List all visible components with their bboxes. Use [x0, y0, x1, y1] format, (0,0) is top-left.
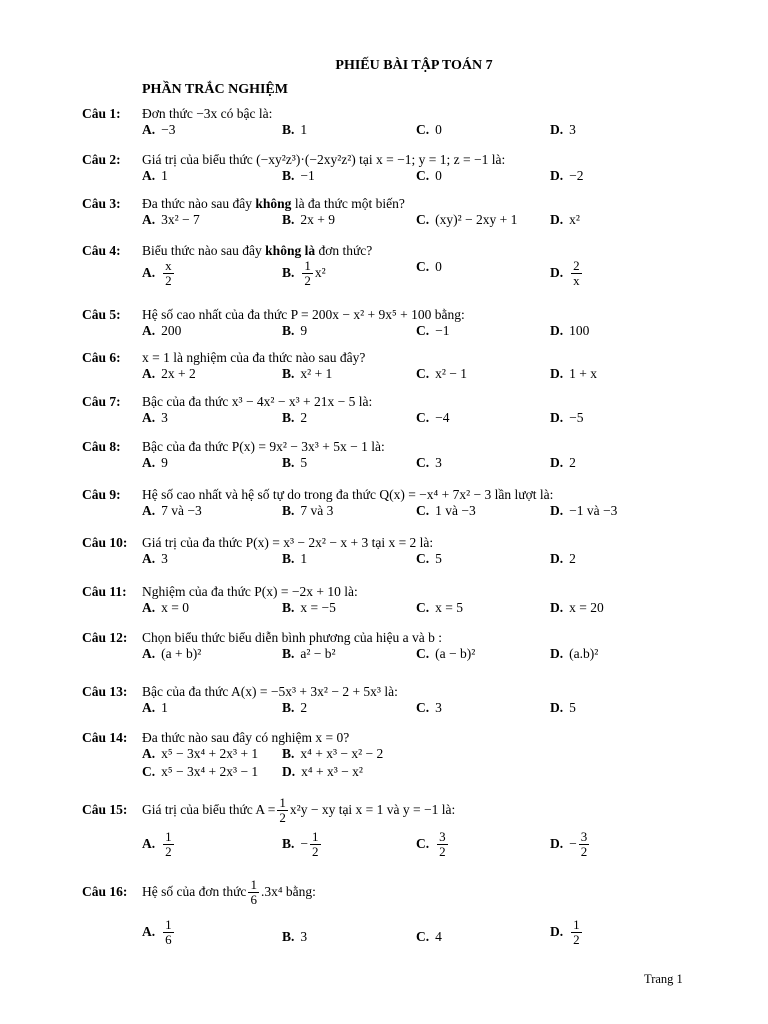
option-d: D. − $\frac{3}{2}$ — [550, 829, 588, 859]
question-label: Câu 5: — [82, 307, 121, 322]
option-b: B. 5 — [282, 455, 308, 470]
option-a: A. 3 — [142, 551, 168, 566]
question-text: Bậc của đa thức P(x) = 9x² − 3x³ + 5x − 1 là: — [142, 439, 385, 454]
option-d: D. −1 và −3 — [550, 503, 618, 518]
option-b: B. 2x + 9 — [282, 212, 336, 227]
question-4 — [82, 243, 722, 299]
fraction: $\frac{x}{2}$ — [165, 258, 172, 288]
option-d: D. $\frac{1}{2}$ — [550, 917, 580, 947]
question-label: Câu 10: — [82, 535, 128, 550]
option-c: C. −4 — [416, 410, 450, 425]
option-a: A. x⁵ − 3x⁴ + 2x³ + 1 — [142, 746, 259, 761]
option-d: D. −5 — [550, 410, 584, 425]
option-a: A. −3 — [142, 122, 176, 137]
fraction: $\frac{1}{2}$ — [573, 917, 580, 947]
option-c: C. 0 — [416, 259, 442, 274]
question-text: Bậc của đa thức A(x) = −5x³ + 3x² − 2 + 5x³ là: — [142, 684, 398, 699]
fraction: $\frac{3}{2}$ — [580, 829, 588, 859]
option-b: B. 2 — [282, 410, 308, 425]
option-c: C. 0 — [416, 168, 442, 183]
option-c: C. −1 — [416, 323, 450, 338]
question-text: Biểu thức nào sau đây không là đơn thức? — [142, 243, 373, 258]
question-text: Hệ số cao nhất của đa thức P = 200x − x² + 9x⁵ + 100 bằng: — [142, 307, 465, 322]
question-14 — [82, 730, 722, 782]
option-b: B. −1 — [282, 168, 315, 183]
question-6 — [82, 350, 722, 384]
option-b: B. x = −5 — [282, 600, 336, 615]
option-d: D. 2 — [550, 551, 576, 566]
question-label: Câu 16: — [82, 884, 128, 900]
option-a: A. 7 và −3 — [142, 503, 202, 518]
question-text: Giá trị của đa thức P(x) = x³ − 2x² − x + 3 tại x = 2 là: — [142, 535, 434, 550]
option-c: C. (a − b)² — [416, 646, 476, 661]
question-3 — [82, 196, 722, 230]
fraction: $\frac{1}{2}$ — [279, 795, 286, 825]
question-5 — [82, 307, 722, 341]
question-text: Bậc của đa thức x³ − 4x² − x³ + 21x − 5 là: — [142, 394, 373, 409]
fraction: $\frac{1}{2}$ — [304, 258, 311, 288]
option-c: C. 4 — [416, 929, 442, 945]
option-c: C. 5 — [416, 551, 442, 566]
question-label: Câu 15: — [82, 802, 128, 818]
question-label: Câu 11: — [82, 584, 127, 599]
question-text: Hệ số của đơn thức $\frac{1}{6}$ .3x⁴ bằng: — [142, 877, 316, 907]
question-label: Câu 1: — [82, 106, 121, 121]
option-c: C. (xy)² − 2xy + 1 — [416, 212, 518, 227]
option-a: A. 200 — [142, 323, 182, 338]
question-2 — [82, 152, 722, 186]
option-b: B. − $\frac{1}{2}$ — [282, 829, 319, 859]
option-a: A. 2x + 2 — [142, 366, 196, 381]
page-number: Trang 1 — [644, 972, 683, 986]
question-label: Câu 3: — [82, 196, 121, 211]
question-10 — [82, 535, 722, 569]
fraction: $\frac{1}{6}$ — [165, 917, 172, 947]
question-label: Câu 9: — [82, 487, 121, 502]
option-d: D. 100 — [550, 323, 590, 338]
question-7 — [82, 394, 722, 428]
fraction: $\frac{3}{2}$ — [439, 829, 446, 859]
option-c: C. x² − 1 — [416, 366, 468, 381]
fraction: $\frac{1}{2}$ — [312, 829, 319, 859]
option-b: B. 7 và 3 — [282, 503, 334, 518]
question-text: Đa thức nào sau đây có nghiệm x = 0? — [142, 730, 350, 745]
question-text: Giá trị của biểu thức A = $\frac{1}{2}$ x²y − xy tại x = 1 và y = −1 là: — [142, 795, 456, 825]
question-label: Câu 7: — [82, 394, 121, 409]
fraction: $\frac{2}{x}$ — [573, 258, 580, 288]
option-b: B. x² + 1 — [282, 366, 333, 381]
option-c: C. x⁵ − 3x⁴ + 2x³ − 1 — [142, 764, 259, 779]
option-a: A. 1 — [142, 168, 168, 183]
question-11 — [82, 584, 722, 618]
page-title: PHIẾU BÀI TẬP TOÁN 7 — [335, 58, 493, 73]
option-a: A. $\frac{1}{2}$ — [142, 829, 172, 859]
option-c: C. 3 — [416, 700, 442, 715]
option-d: D. 3 — [550, 122, 576, 137]
question-text: Đa thức nào sau đây không là đa thức một biến? — [142, 196, 405, 211]
option-a: A. x = 0 — [142, 600, 189, 615]
question-text: Đơn thức −3x có bậc là: — [142, 106, 273, 121]
option-a: A. 1 — [142, 700, 168, 715]
option-b: B. a² − b² — [282, 646, 336, 661]
option-c: C. 1 và −3 — [416, 503, 476, 518]
option-a: A. 3x² − 7 — [142, 212, 200, 227]
option-d: D. $\frac{2}{x}$ — [550, 258, 580, 288]
question-label: Câu 2: — [82, 152, 121, 167]
option-c: C. 0 — [416, 122, 442, 137]
question-label: Câu 4: — [82, 243, 121, 258]
option-c: C. 3 — [416, 455, 442, 470]
question-16 — [82, 878, 722, 958]
option-d: D. −2 — [550, 168, 584, 183]
question-label: Câu 14: — [82, 730, 128, 745]
option-a: A. $\frac{x}{2}$ — [142, 258, 172, 288]
option-a: A. (a + b)² — [142, 646, 202, 661]
question-label: Câu 13: — [82, 684, 128, 699]
option-b: B. 1 — [282, 551, 308, 566]
option-d: D. x⁴ + x³ − x² — [282, 764, 363, 779]
question-text: x = 1 là nghiệm của đa thức nào sau đây? — [142, 350, 366, 365]
option-b: B. 1 — [282, 122, 308, 137]
question-label: Câu 8: — [82, 439, 121, 454]
question-9 — [82, 487, 722, 521]
option-c: C. x = 5 — [416, 600, 463, 615]
fraction: $\frac{1}{2}$ — [165, 829, 172, 859]
option-a: A. $\frac{1}{6}$ — [142, 917, 172, 947]
fraction: $\frac{1}{6}$ — [250, 877, 257, 907]
question-text: Giá trị của biểu thức (−xy²z³)·(−2xy²z²) tại x = −1; y = 1; z = −1 là: — [142, 152, 506, 167]
option-d: D. x² — [550, 212, 580, 227]
question-label: Câu 6: — [82, 350, 121, 365]
question-13 — [82, 684, 722, 718]
option-b: B. x⁴ + x³ − x² − 2 — [282, 746, 384, 761]
question-1 — [82, 106, 722, 140]
question-label: Câu 12: — [82, 630, 128, 645]
question-text: Nghiệm của đa thức P(x) = −2x + 10 là: — [142, 584, 358, 599]
option-b: B. $\frac{1}{2}$ x² — [282, 258, 326, 288]
option-d: D. 1 + x — [550, 366, 597, 381]
option-d: D. 2 — [550, 455, 576, 470]
question-text: Chọn biểu thức biểu diễn bình phương của hiệu a và b : — [142, 630, 442, 645]
option-d: D. 5 — [550, 700, 576, 715]
option-a: A. 3 — [142, 410, 168, 425]
option-c: C. $\frac{3}{2}$ — [416, 829, 446, 859]
option-a: A. 9 — [142, 455, 168, 470]
option-b: B. 9 — [282, 323, 308, 338]
option-b: B. 2 — [282, 700, 308, 715]
question-15 — [82, 796, 722, 870]
option-d: D. (a.b)² — [550, 646, 599, 661]
question-text: Hệ số cao nhất và hệ số tự do trong đa thức Q(x) = −x⁴ + 7x² − 3 lần lượt là: — [142, 487, 554, 502]
option-d: D. x = 20 — [550, 600, 604, 615]
question-8 — [82, 439, 722, 473]
question-12 — [82, 630, 722, 664]
section-heading: PHẦN TRẮC NGHIỆM — [142, 82, 288, 97]
option-b: B. 3 — [282, 929, 308, 945]
